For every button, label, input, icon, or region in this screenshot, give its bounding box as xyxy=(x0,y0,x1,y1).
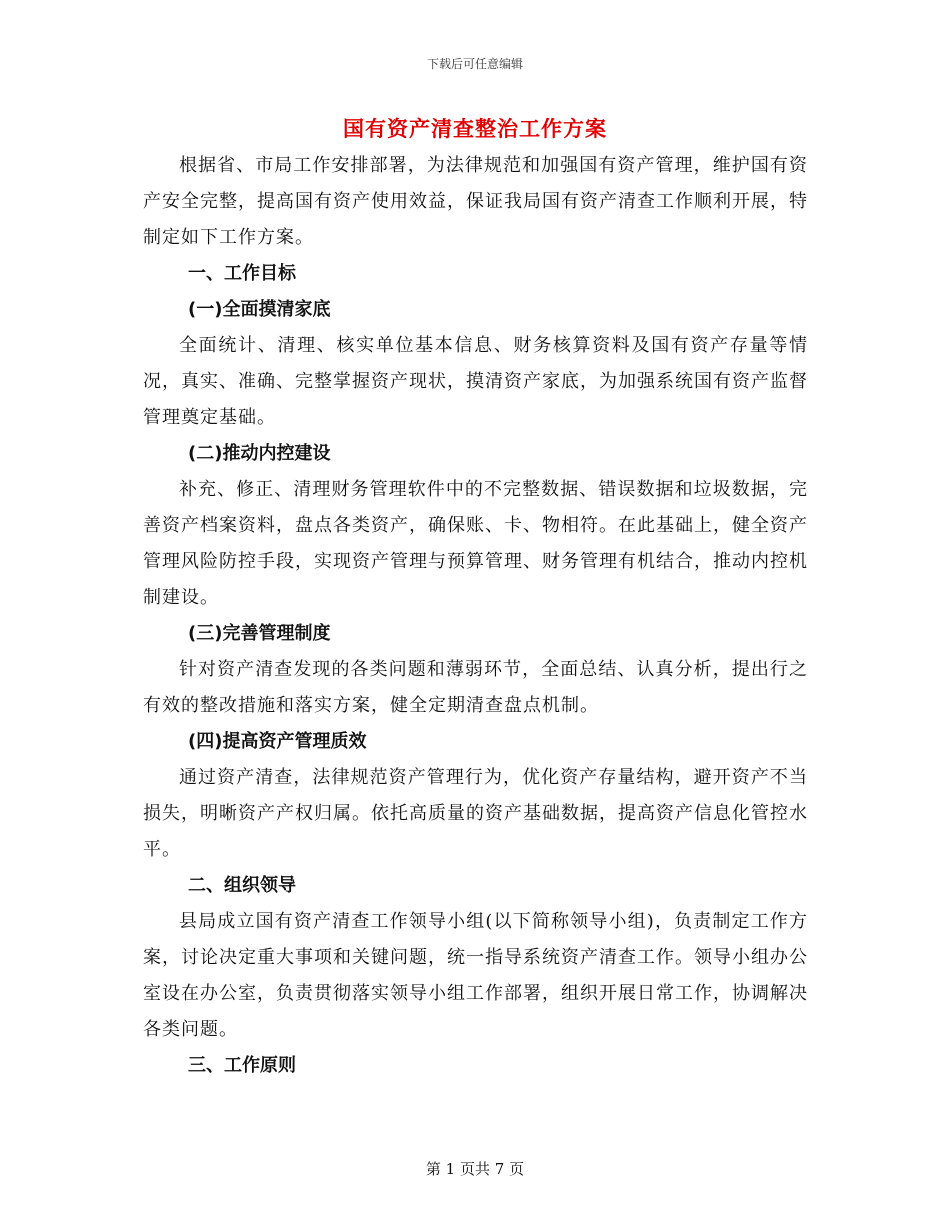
section-heading-leadership: 二、组织领导 xyxy=(188,875,296,896)
page-footer: 第 1 页共 7 页 xyxy=(425,1160,525,1178)
subsection-heading-3: (三)完善管理制度 xyxy=(188,623,331,644)
document-title: 国有资产清查整治工作方案 xyxy=(343,116,607,141)
subsection-text-1: 全面统计、清理、核实单位基本信息、财务核算资料及国有资产存量等情况，真实、准确、完整掌握资产现状，摸清资产家底，为加强系统国有资产监督管理奠定基础。 xyxy=(143,335,808,428)
subsection-heading-1: (一)全面摸清家底 xyxy=(188,299,331,320)
subsection-text-3: 针对资产清查发现的各类问题和薄弱环节，全面总结、认真分析，提出行之有效的整改措施和落实方案，健全定期清查盘点机制。 xyxy=(143,659,808,716)
subsection-text-2: 补充、修正、清理财务管理软件中的不完整数据、错误数据和垃圾数据，完善资产档案资料，盘点各类资产，确保账、卡、物相符。在此基础上，健全资产管理风险防控手段，实现资产管理与预算管理、财务管理有机结合，推动内控机制建设。 xyxy=(143,479,808,608)
section-text-leadership: 县局成立国有资产清查工作领导小组(以下简称领导小组)，负责制定工作方案，讨论决定重大事项和关键问题，统一指导系统资产清查工作。领导小组办公室设在办公室，负责贯彻落实领导小组工作部署，组织开展日常工作，协调解决各类问题。 xyxy=(143,911,808,1040)
intro-paragraph: 根据省、市局工作安排部署，为法律规范和加强国有资产管理，维护国有资产安全完整，提高国有资产使用效益，保证我局国有资产清查工作顺利开展，特制定如下工作方案。 xyxy=(143,155,808,248)
section-heading-goals: 一、工作目标 xyxy=(188,263,296,284)
document-body xyxy=(143,148,808,1084)
subsection-heading-4: (四)提高资产管理质效 xyxy=(188,731,367,752)
section-heading-principles: 三、工作原则 xyxy=(188,1055,296,1076)
subsection-text-4: 通过资产清查，法律规范资产管理行为，优化资产存量结构，避开资产不当损失，明晰资产产权归属。依托高质量的资产基础数据，提高资产信息化管控水平。 xyxy=(143,767,808,860)
header-note: 下载后可任意编辑 xyxy=(426,57,523,71)
subsection-heading-2: (二)推动内控建设 xyxy=(188,443,331,464)
